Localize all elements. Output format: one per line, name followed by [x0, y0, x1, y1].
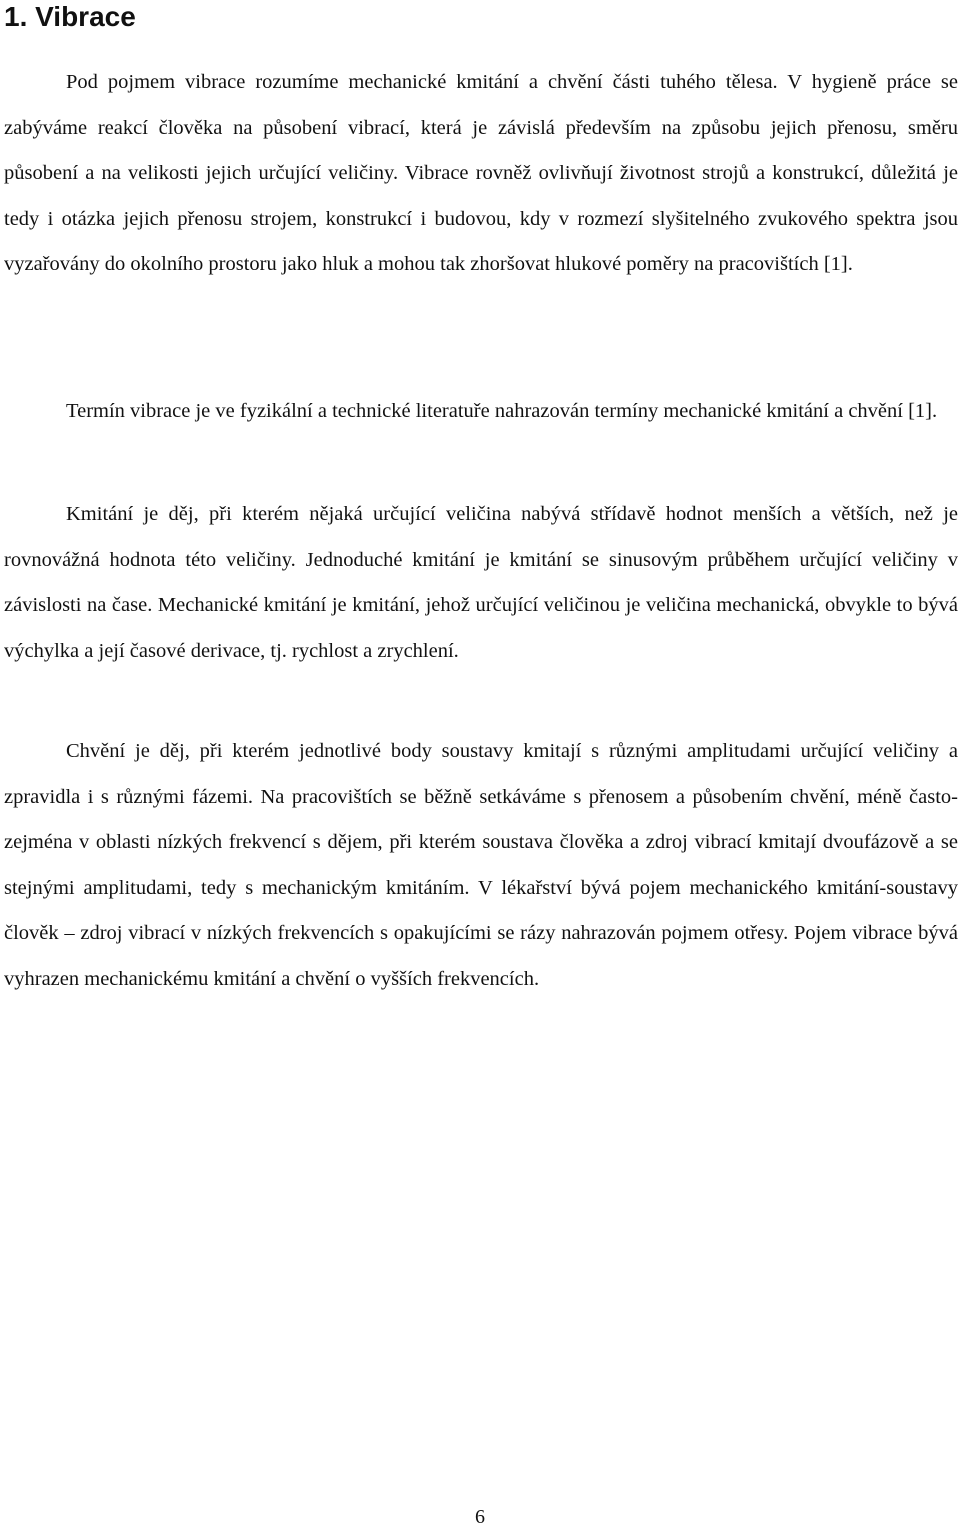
paragraph-terminology: Termín vibrace je ve fyzikální a technické literatuře nahrazován termíny mechanické kmitání a chvění [1]. — [66, 400, 938, 422]
section-heading: 1. Vibrace — [4, 1, 136, 32]
paragraph-chveni: Chvění je děj, při kterém jednotlivé body soustavy kmitají s různými amplitudami určující veličiny a zpravidla i s různými fázemi. Na pracovištích se běžně setkáváme s přenosem a působením chvění, méně často- zejména v oblasti nízkých frekvencí s dějem, při kterém soustava člověka a zdroj vibrací kmitají dvoufázově a se stejnými amplitudami, tedy s mechanickým kmitáním. V lékařství bývá pojem mechanického kmitání-soustavy člověk – zdroj vibrací v nízkých frekvencích s opakujícími se rázy nahrazován pojmem otřesy. Pojem vibrace bývá vyhrazen mechanickému kmitání a chvění o vyšších frekvencích. — [4, 740, 958, 990]
page-number: 6 — [475, 1506, 485, 1528]
paragraph-vibrace-definition: Pod pojmem vibrace rozumíme mechanické kmitání a chvění části tuhého tělesa. V hygieně práce se zabýváme reakcí člověka na působení vibrací, která je závislá především na způsobu jejich přenosu, směru působení a na velikosti jejich určující veličiny. Vibrace rovněž ovlivňují životnost strojů a konstrukcí, důležitá je tedy i otázka jejich přenosu strojem, konstrukcí i budovou, kdy v rozmezí slyšitelného zvukového spektra jsou vyzařovány do okolního prostoru jako hluk a mohou tak zhoršovat hlukové poměry na pracovištích [1]. — [4, 71, 958, 275]
paragraph-kmitani: Kmitání je děj, při kterém nějaká určující veličina nabývá střídavě hodnot menších a větších, než je rovnovážná hodnota této veličiny. Jednoduché kmitání je kmitání se sinusovým průběhem určující veličiny v závislosti na čase. Mechanické kmitání je kmitání, jehož určující veličinou je veličina mechanická, obvykle to bývá výchylka a její časové derivace, tj. rychlost a zrychlení. — [4, 503, 958, 662]
